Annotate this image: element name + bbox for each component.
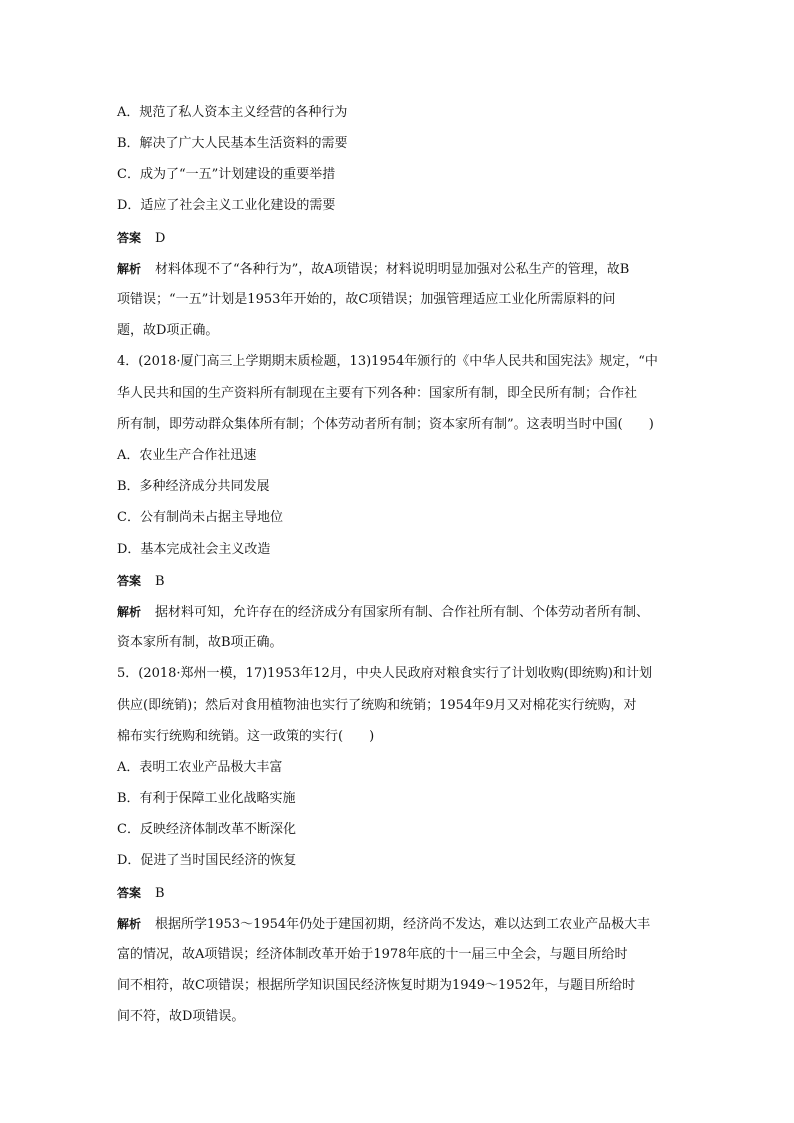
q4-answer-value: B <box>155 574 165 589</box>
q4-option-d: D．基本完成社会主义改造 <box>117 542 271 557</box>
q4-option-c: C．公有制尚未占据主导地位 <box>117 510 283 525</box>
q4-option-a: A．农业生产合作社迅速 <box>117 448 257 463</box>
q5-stem-line-3: 棉布实行统购和统销。这一政策的实行( ) <box>117 729 375 744</box>
q3-answer-value: D <box>155 231 166 246</box>
q5-stem-line-2: 供应(即统销)；然后对食用植物油也实行了统购和统销；1954年9月又对棉花实行统购，对 <box>117 698 637 713</box>
q3-analysis-line-2: 项错误；“一五”计划是1953年开始的，故C项错误；加强管理适应工业化所需原料的问 <box>117 292 616 307</box>
q5-analysis-line-3: 间不相符，故C项错误；根据所学知识国民经济恢复时期为1949～1952年，与题目所给时 <box>117 978 636 993</box>
q3-option-a: A．规范了私人资本主义经营的各种行为 <box>117 105 348 120</box>
q4-analysis-label: 解析 <box>117 605 142 619</box>
q3-analysis-line-1 <box>117 259 679 280</box>
q3-analysis-text-1: 材料体现不了“各种行为”，故A项错误；材料说明明显加强对公私生产的管理，故B <box>155 262 630 277</box>
q5-analysis-line-4: 间不符，故D项错误。 <box>117 1009 245 1024</box>
q3-option-d: D．适应了社会主义工业化建设的需要 <box>117 198 336 213</box>
q5-analysis-text-1: 根据所学1953～1954年仍处于建国初期，经济尚不发达，难以达到工农业产品极大丰 <box>155 917 651 932</box>
q5-stem-line-1: 5．(2018·郑州一模，17)1953年12月，中央人民政府对粮食实行了计划收购(即统购)和计划 <box>117 666 652 681</box>
q3-option-b: B．解决了广大人民基本生活资料的需要 <box>117 136 348 151</box>
q4-analysis-line-1 <box>117 602 679 623</box>
q3-analysis-label: 解析 <box>117 262 142 276</box>
q3-answer-label: 答案 <box>117 231 142 245</box>
q4-analysis-text-1: 据材料可知，允许存在的经济成分有国家所有制、合作社所有制、个体劳动者所有制、 <box>155 605 650 620</box>
q5-option-d: D．促进了当时国民经济的恢复 <box>117 853 297 868</box>
q4-stem-line-1: 4．(2018·厦门高三上学期期末质检题，13)1954年颁行的《中华人民共和国宪法》规定，“中 <box>117 354 658 369</box>
q5-answer <box>117 883 679 904</box>
q5-analysis-line-2: 富的情况，故A项错误；经济体制改革开始于1978年底的十一届三中全会，与题目所给时 <box>117 947 628 962</box>
q4-stem-line-3: 所有制，即劳动群众集体所有制；个体劳动者所有制；资本家所有制”。这表明当时中国( ) <box>117 417 654 432</box>
q5-answer-label: 答案 <box>117 886 142 900</box>
q5-analysis-line-1 <box>117 914 679 935</box>
q5-option-b: B．有利于保障工业化战略实施 <box>117 791 296 806</box>
q4-answer <box>117 571 679 592</box>
q4-answer-label: 答案 <box>117 574 142 588</box>
q5-analysis-label: 解析 <box>117 917 142 931</box>
q3-answer <box>117 228 679 249</box>
q4-option-b: B．多种经济成分共同发展 <box>117 479 270 494</box>
q4-analysis-line-2: 资本家所有制，故B项正确。 <box>117 635 283 650</box>
q5-answer-value: B <box>155 886 165 901</box>
q3-analysis-line-3: 题，故D项正确。 <box>117 323 219 338</box>
q5-option-a: A．表明工农业产品极大丰富 <box>117 760 283 775</box>
q3-option-c: C．成为了“一五”计划建设的重要举措 <box>117 167 336 182</box>
q5-option-c: C．反映经济体制改革不断深化 <box>117 822 296 837</box>
q4-stem-line-2: 华人民共和国的生产资料所有制现在主要有下列各种：国家所有制，即全民所有制；合作社 <box>117 386 638 401</box>
